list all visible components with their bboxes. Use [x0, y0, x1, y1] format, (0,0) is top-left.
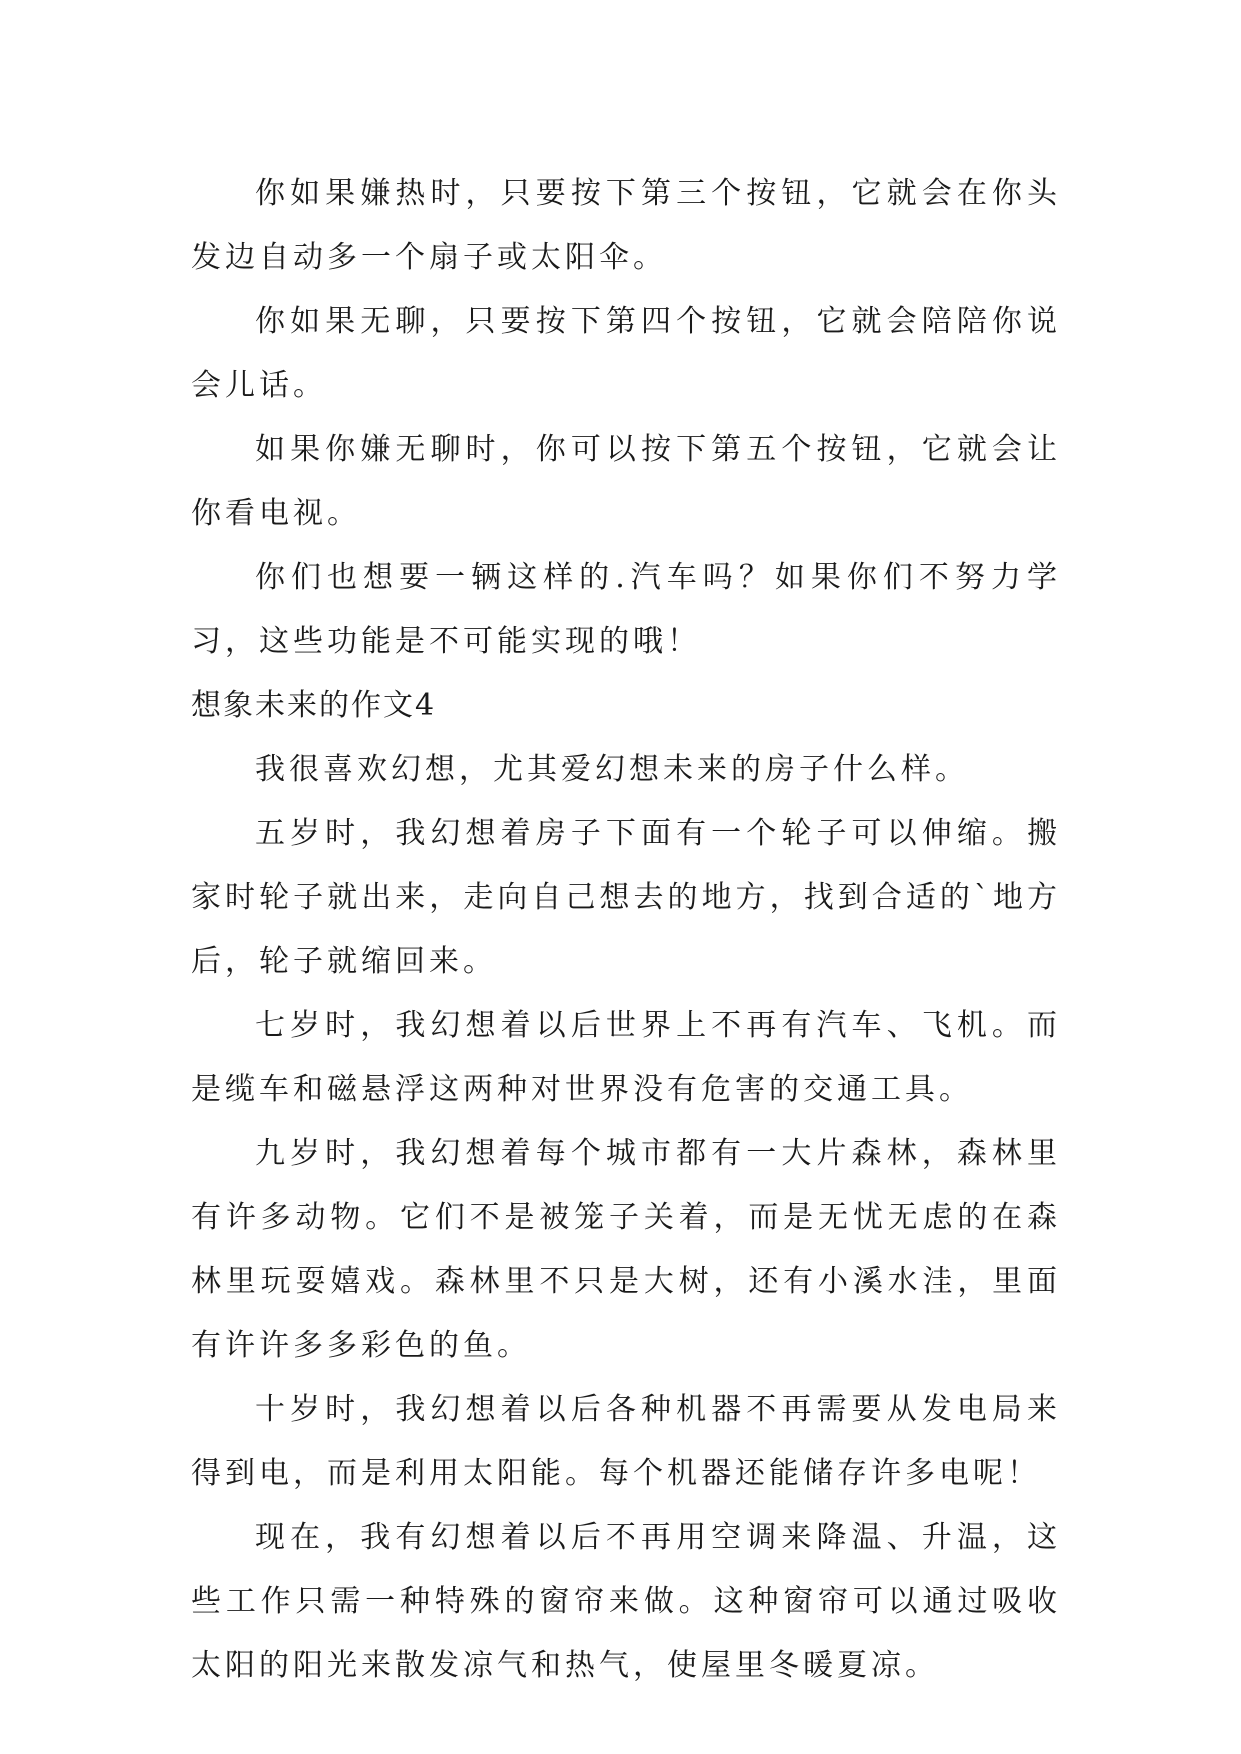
paragraph-intro: 我很喜欢幻想，尤其爱幻想未来的房子什么样。 [255, 752, 969, 787]
paragraph-age-ten: 十岁时，我幻想着以后各种机器不再需要从发电局来得到电，而是利用太阳能。每个机器还能储存许多电呢！ [191, 1392, 1061, 1491]
paragraph-age-nine: 九岁时，我幻想着每个城市都有一大片森林，森林里有许多动物。它们不是被笼子关着，而是无忧无虑的在森林里玩耍嬉戏。森林里不只是大树，还有小溪水洼，里面有许许多多彩色的鱼。 [191, 1136, 1061, 1363]
paragraph-fourth-button: 你如果无聊，只要按下第四个按钮，它就会陪陪你说会儿话。 [191, 304, 1061, 403]
paragraph-fifth-button: 如果你嫌无聊时，你可以按下第五个按钮，它就会让你看电视。 [191, 432, 1061, 531]
paragraph-now: 现在，我有幻想着以后不再用空调来降温、升温，这些工作只需一种特殊的窗帘来做。这种窗帘可以通过吸收太阳的阳光来散发凉气和热气，使屋里冬暖夏凉。 [191, 1520, 1061, 1683]
document-body [191, 162, 1061, 1698]
paragraph-age-seven: 七岁时，我幻想着以后世界上不再有汽车、飞机。而是缆车和磁悬浮这两种对世界没有危害的交通工具。 [191, 1008, 1061, 1107]
essay-heading: 想象未来的作文4 [191, 688, 437, 723]
paragraph-car-conclusion: 你们也想要一辆这样的.汽车吗？如果你们不努力学习，这些功能是不可能实现的哦！ [191, 560, 1061, 659]
paragraph-third-button: 你如果嫌热时，只要按下第三个按钮，它就会在你头发边自动多一个扇子或太阳伞。 [191, 176, 1061, 275]
paragraph-age-five: 五岁时，我幻想着房子下面有一个轮子可以伸缩。搬家时轮子就出来，走向自己想去的地方，找到合适的`地方后，轮子就缩回来。 [191, 816, 1061, 979]
